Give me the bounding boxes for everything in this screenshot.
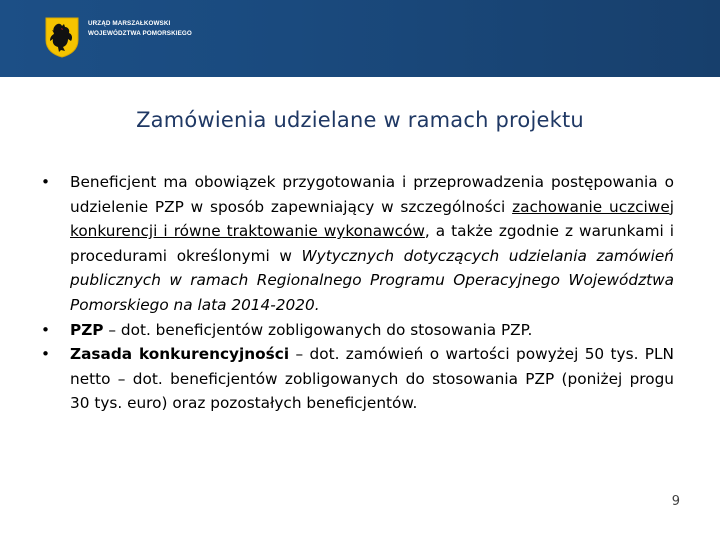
bullet-marker: • bbox=[41, 320, 51, 339]
page-number: 9 bbox=[671, 494, 680, 509]
list-item bbox=[30, 342, 674, 416]
org-line-1: URZĄD MARSZAŁKOWSKI bbox=[88, 20, 171, 27]
organization-name bbox=[88, 19, 192, 39]
bullet-text: – dot. zamówień o wartości powyżej 50 tys. PLN netto – dot. beneficjentów zobligowanych do stosowania PZP (poniżej progu 30 tys. euro) oraz pozostałych beneficjentów. bbox=[70, 345, 674, 413]
slide-title: Zamówienia udzielane w ramach projektu bbox=[136, 108, 584, 132]
bullet-marker: • bbox=[41, 173, 51, 191]
bullet-term: PZP bbox=[70, 320, 104, 339]
bullet-text: Beneficjent ma obowiązek przygotowania i przeprowadzenia postępowania o udzielenie PZP w sposób zapewniający w szczególności bbox=[70, 173, 674, 216]
bullet-text-italic: Wytycznych dotyczących udzielania zamówień publicznych w ramach Regionalnego Programu Operacyjnego Województwa Pomorskiego na lata 2014-2020. bbox=[70, 246, 674, 314]
header-banner bbox=[0, 0, 720, 77]
griffin-coat-of-arms-icon bbox=[44, 16, 80, 58]
bullet-text: , a także zgodnie z warunkami i procedurami określonymi w bbox=[70, 222, 674, 265]
list-item bbox=[30, 170, 674, 318]
bullet-text: – dot. beneficjentów zobligowanych do stosowania PZP. bbox=[103, 320, 533, 339]
bullet-text-underlined: zachowanie uczciwej konkurencji i równe traktowanie wykonawców bbox=[70, 197, 674, 241]
list-item bbox=[30, 318, 674, 343]
bullet-list bbox=[30, 170, 674, 416]
org-line-2: WOJEWÓDZTWA POMORSKIEGO bbox=[88, 30, 192, 37]
bullet-marker: • bbox=[41, 345, 51, 364]
bullet-term: Zasada konkurencyjności bbox=[70, 345, 290, 364]
